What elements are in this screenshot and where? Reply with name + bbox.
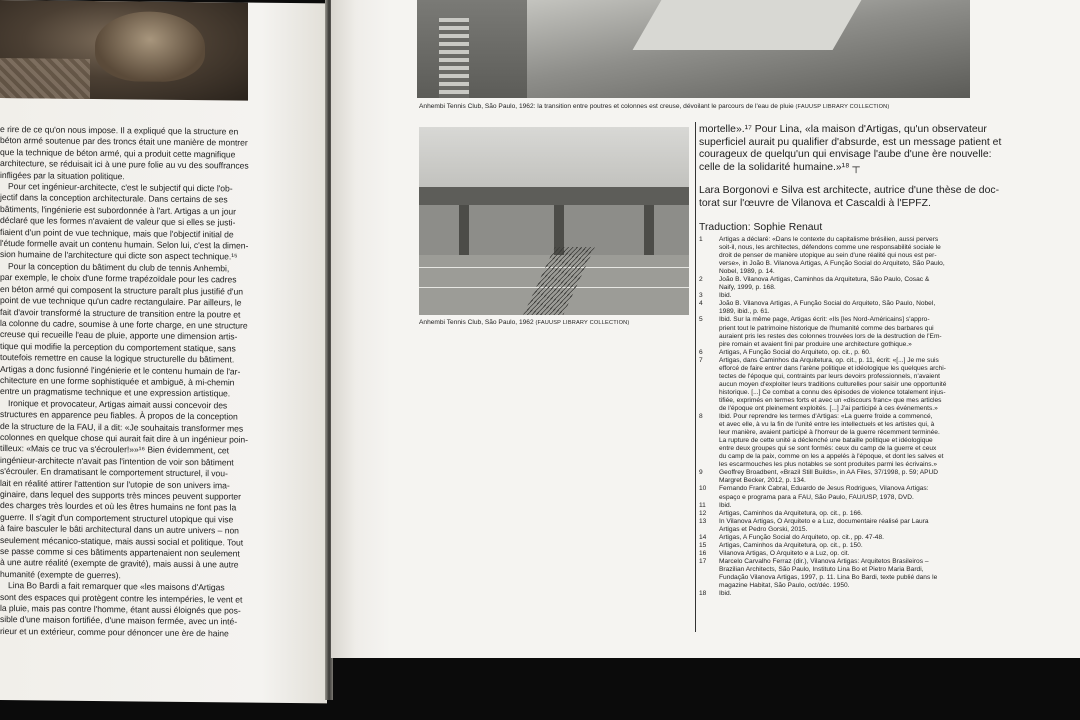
footnote-number: 7 [699,356,703,364]
footnote-number: 4 [699,300,703,308]
left-text-line: colonnes en quelque chose qui aurait fait dire à un ingénieur poin- [0,431,248,445]
footnote-text: Artigas a déclaré: «Dans le contexte du capitalisme brésilien, aussi pervers soit-il, nous, les architectes, défendons comme une responsabilité sociale le droit de penser de manière utopique au sein d'une réalité qui nous est per- verse», in João B. Vilanova Artigas, A Função Social do Arquiteto, São Paulo, Nobel, 1989, p. 14. [719,236,945,276]
photo-windows-shape [439,18,469,98]
footnote [699,276,979,292]
left-text-line: humanité (exempte de guerres). [0,568,121,581]
footnote-text: Geoffrey Broadbent, «Brazil Still Builds», in AA Files, 37/1998, p. 59; APUD Margret Becker, 2012, p. 134. [719,469,939,485]
tennis-court-photo [419,127,689,315]
left-text-line: ingénieur-architecte n'avait pas l'intention de voir son bâtiment [0,454,234,468]
footnote-text: Artigas, Caminhos da Arquitetura, op. cit., p. 166. [719,509,863,517]
left-text-line: à faire basculer le bâti architectural dans un autre univers – non [0,523,239,536]
footnote [699,349,979,357]
left-text-line: point de vue technique qu'un cadre rectangulaire. Par ailleurs, le [0,295,242,308]
footnote [699,357,979,413]
right-text-column [699,124,1002,234]
footnote-text: Vilanova Artigas, O Arquiteto e a Luz, op. cit. [719,549,850,557]
left-text-line: Pour cet ingénieur-architecte, c'est le subjectif qui dicte l'ob- [8,181,233,194]
footnote-number: 10 [699,485,707,493]
left-text-line: rieur et un extérieur, comme pour dénoncer une ère de haine [0,625,229,639]
tennis-club-structure-photo [417,0,970,98]
footnote [699,300,979,316]
body-text-end [699,124,1002,174]
left-text-line: architecture, se réduisait ici à une pure folie au vu des souffrances [0,158,249,171]
footnote [699,469,979,485]
left-text-line: sont des espaces qui protègent contre les intempéries, le vent et [0,591,243,605]
footnote-number: 17 [699,557,707,565]
body-line: celle de la solidarité humaine.»¹⁸ ┬ [699,161,860,173]
footnote [699,590,979,598]
footnote-text: Artigas, Caminhos da Arquitetura, op. cit., p. 150. [719,541,863,549]
left-text-line: s'écrouler. En dramatisant le comportement structurel, il vou- [0,466,228,479]
body-line: courageux de quelqu'un qui envisage l'aube d'une ère nouvelle: [699,149,992,161]
photo-column [459,205,469,255]
footnote [699,542,979,550]
left-text-line: e rire de ce qu'on nous impose. Il a expliqué que la structure en [0,124,239,137]
footnotes [699,236,979,598]
footnote-number: 5 [699,316,703,324]
body-line: mortelle».¹⁷ Pour Lina, «la maison d'Artigas, qu'un observateur [699,124,987,135]
left-text-line: tique qui modifie la perception du comportement statique, sans [0,340,236,354]
left-text-line: Lina Bo Bardi a fait remarquer que «les maisons d'Artigas [8,580,225,593]
left-text-line: sion humaine de l'architecture qui dicte son aspect technique.¹⁵ [0,249,238,262]
footnote-number: 14 [699,533,707,541]
left-page [0,0,327,703]
footnote-number: 16 [699,549,707,557]
left-text-line: déclaré que les formes n'avaient de valeur que si elles se justi- [0,215,236,228]
footnote-text: Artigas, A Função Social do Arquiteto, op. cit., pp. 47-48. [719,533,884,541]
footnote [699,316,979,348]
left-text-line: de la structure de la FAU, il a dit: «Je souhaitais transformer mes [0,420,244,434]
footnote-text: Ibid. Sur la même page, Artigas écrit: «Ils [les Nord-Américains] s'appro- prient tout le patrimoine historique de l'humanité comme des barbares qui auraient pris les restes des colonnes trouvées lors de la destruction de l'Em- pire romain et avaient fini par produire une architecture gothique.» [719,316,942,348]
left-text-line: sible d'une maison fortifiée, d'une maison fermée, avec un inté- [0,614,238,627]
left-text-line: fait d'avoir transformé la structure de transition entre la poutre et [0,306,241,320]
left-text-line: tilleux: «Mais ce truc va s'écrouler!»»¹⁶ Bien évidemment, cet [0,443,229,456]
photo-tile-shape [0,58,90,99]
left-text-line: chitecture en une forme sophistiquée et ambiguë, à mi-chemin [0,374,235,388]
footnote-text: Ibid. [719,590,732,598]
footnote-number: 18 [699,590,707,598]
photo-sky [419,127,689,187]
footnote [699,550,979,558]
left-text-line: Ironique et provocateur, Artigas aimait aussi concevoir des [8,397,228,411]
top-caption-text: Anhembi Tennis Club, São Paulo, 1962: la transition entre poutres et colonnes est creuse, dévoilant le parcours de l'eau de pluie [419,103,796,110]
footnote [699,485,979,501]
footnote-text: Marcelo Carvalho Ferraz (dir.), Vilanova Artigas: Arquitetos Brasileiros – Brazilian Architects, São Paulo, Instituto Lina Bo et Pietro Maria Bardi, Fundação Vilanova Artigas, 1997, p. 11. Lina Bo Bardi, texte publié dans le magazine Habitat, São Paulo, oct/déc. 1950. [719,557,938,590]
footnote-number: 12 [699,509,707,517]
mid-photo-caption [419,319,629,326]
left-text-line: par exemple, le choix d'une forme trapézoïdale pour les cadres [0,272,237,285]
footnote-text: In Vilanova Artigas, O Arquiteto e a Luz, documentaire réalisé par Laura Artigas et Pedro Gorski, 2015. [719,517,929,533]
left-text-line: jectif dans la conception architecturale. Dans certains de ses [0,192,228,205]
footnote-number: 3 [699,292,703,300]
left-text-line: ginaire, dans lequel des supports très minces peuvent supporter [0,489,241,502]
footnote-text: Fernando Frank Cabral, Eduardo de Jesus Rodrigues, Vilanova Artigas: espaço e programa para a FAU, São Paulo, FAU/USP, 1978, DVD. [719,485,929,501]
mid-caption-text: Anhembi Tennis Club, São Paulo, 1962 [419,319,536,326]
left-text-line: toutefois remettre en cause la logique structurelle du bâtiment. [0,352,235,365]
footnote [699,518,979,534]
translation-credit [699,222,979,235]
left-text-line: entre un pragmatisme technique et une expression artistique. [0,386,231,399]
photo-building-shape [417,0,527,98]
footnote [699,534,979,542]
column-rule [695,122,696,632]
left-text-line: bâtiments, l'ingénierie est subordonnée à l'art. Artigas a un jour [0,203,236,217]
interior-photo [0,0,248,101]
footnote [699,510,979,518]
left-text-line: l'étude formelle avait un contenu humain. Selon lui, c'est la dimen- [0,238,249,251]
left-text-line: à une autre réalité (exempte de gravité), mais aussi à une autre [0,557,239,570]
footnote-text: João B. Vilanova Artigas, A Função Social do Arquiteto, São Paulo, Nobel, 1989, ibid., p. 61. [719,300,936,316]
footnote-text: Ibid. [719,501,732,509]
left-text-line: lait en réalité attirer l'attention sur l'utopie de son univers ima- [0,477,230,490]
left-text-line: la pluie, mais pas contre l'homme, étant aussi éloignés que pos- [0,603,241,616]
body-line: superficiel aurait pu qualifier d'absurde, est un message patient et [699,136,1002,148]
footnote-number: 2 [699,276,703,284]
footnote [699,502,979,510]
footnote-number: 11 [699,501,706,509]
photo-column [644,205,654,255]
left-text-line: creuse qui recueille l'eau de pluie, apporte une dimension artis- [0,329,238,342]
left-text-line: des charges très lourdes et où les êtres humains ne font pas la [0,500,237,513]
mid-caption-credit: (FAUUSP LIBRARY COLLECTION) [535,320,630,326]
photo-lamp-shape [95,11,205,82]
author-line: torat sur l'œuvre de Vilanova et Cascaldi à l'EPFZ. [699,197,931,209]
footnote-text: Ibid. [719,292,732,300]
footnote-number: 13 [699,517,707,525]
footnote-text: Ibid. Pour reprendre les termes d'Artigas: «La guerre froide a commencé, et avec elle, à vu la fin de l'unité entre les intellectuels et les artistes qui, à leur manière, avaient participé à l'horreur de la guerre récemment terminée. La rupture de cette unité a déclenché une bataille politique et idéologique entre deux groupes qui se sont formés: ceux du camp de la guerre et ceux du camp de la paix, comme on les a appelés à l'époque, et dont les salves et les escarmouches les plus notables se sont produites parmi les écrivains.» [719,413,944,469]
left-text-line: Pour la conception du bâtiment du club de tennis Anhembi, [8,260,230,274]
left-text-line: en béton armé qui composent la structure paraît plus justifié d'un [0,283,243,297]
left-text-line: seulement mécanico-statique, mais aussi social et politique. Tout [0,534,244,548]
photo-beam-shape [633,0,862,50]
footnote-number: 1 [699,236,703,243]
right-page [331,0,1080,658]
footnote [699,292,979,300]
footnote-number: 8 [699,413,703,421]
left-body-text [0,124,250,640]
footnote [699,413,979,469]
left-text-line: la colonne du cadre, soumise à une forte charge, en une structure [0,317,248,331]
left-text-line: guerre. Il s'agit d'un comportement structurel utopique qui vise [0,511,234,525]
left-text-line: Artigas a donc fusionné l'ingénierie et le contenu humain de l'ar- [0,363,241,377]
footnote [699,236,979,276]
photo-roof [419,187,689,205]
footnote-number: 6 [699,348,703,356]
left-text-line: que la technique de béton armé, qui a produit cette magnifique [0,146,236,160]
left-text-line: structures en apparence peu fiables. À propos de la conception [0,409,238,422]
author-note [699,185,1000,210]
translation-line: Traduction: Sophie Renaut [699,221,823,233]
left-text-line: infligées par la situation politique. [0,169,125,181]
author-line: Lara Borgonovi e Silva est architecte, autrice d'une thèse de doc- [699,185,1000,197]
footnote-text: Artigas, dans Caminhos da Arquitetura, op. cit., p. 11, écrit: «[...] Je me suis efforcé de faire entrer dans l'arène politique et idéologique les quelques archi- tectes de l'époque qui, contraints par leurs devoirs professionnels, n'avaient aucun moyen d'exploiter leurs traditions culturelles pour saisir une opportunité historique. [...] Ce combat a connu des épisodes de violence totalement injus- tifiée, exprimés en termes forts et avec un «discours franc» que mes articles de l'époque ont pleinement exploités. [...] J'ai participé à ces événements.» [719,356,947,412]
top-photo-caption [419,103,889,110]
footnote-number: 15 [699,541,707,549]
left-text-line: béton armé soutenue par des troncs était une manière de montrer [0,135,248,148]
footnote-text: João B. Vilanova Artigas, Caminhos da Arquitetura, São Paulo, Cosac & Naify, 1999, p. 168. [719,276,930,292]
top-caption-credit: (FAUUSP LIBRARY COLLECTION) [795,104,890,110]
footnote-number: 9 [699,469,703,477]
footnote-text: Artigas, A Função Social do Arquiteto, op. cit., p. 60. [719,348,871,356]
left-text-line: se passe comme si ces bâtiments appartenaient non seulement [0,546,240,559]
footnote [699,558,979,590]
left-text-line: fiaient d'un point de vue technique, mais que l'objectif initial de [0,226,234,240]
